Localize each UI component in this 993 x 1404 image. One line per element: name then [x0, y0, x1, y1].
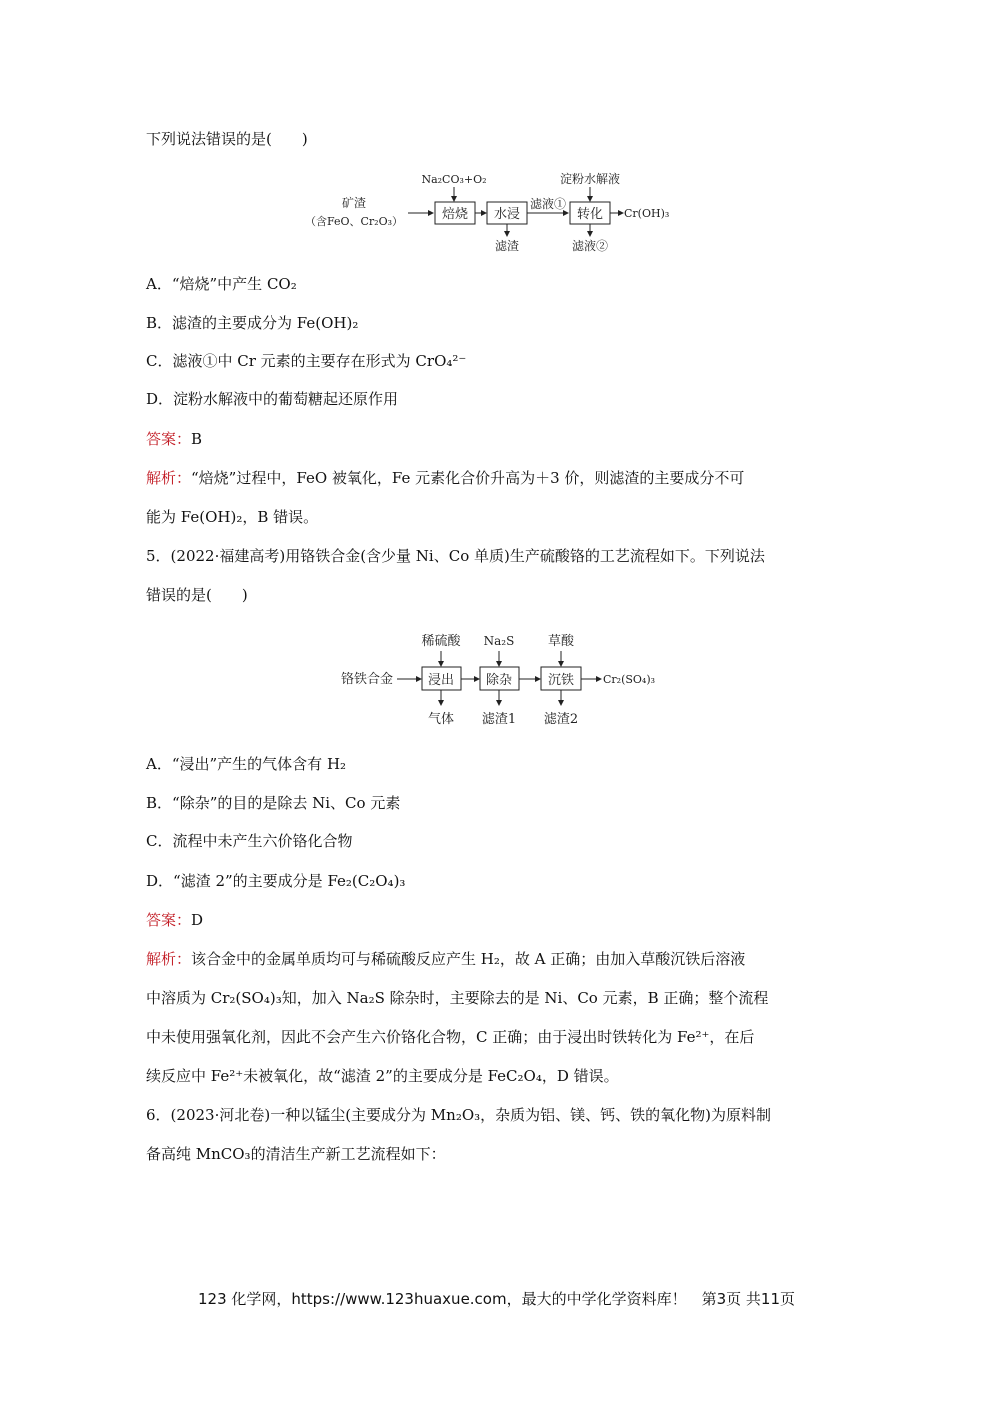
q4-reagent-3: 淀粉水解液 [559, 172, 621, 186]
q4-filtrate-1: 滤液① [529, 197, 567, 211]
q5-flow-diagram [335, 625, 675, 735]
q4-feed-label-1: 矿渣 [341, 196, 367, 210]
q5-stem-line1: 5．(2022·福建高考)用铬铁合金(含少量 Ni、Co 单质)生产硫酸铬的工艺流程如下。下列说法 [146, 547, 765, 565]
q5-reagent-1: 稀硫酸 [421, 634, 461, 649]
q4-filtrate-2: 滤液② [571, 239, 609, 253]
q6-stem-line1: 6．(2023·河北卷)一种以锰尘(主要成分为 Mn₂O₃，杂质为铝、镁、钙、铁的氧化物)为原料制 [146, 1106, 772, 1124]
q4-analysis-line1 [146, 467, 744, 489]
q5-analysis-label: 解析： [146, 950, 192, 968]
q5-out-2: 滤渣1 [481, 712, 517, 727]
q4-analysis-line2: 能为 Fe(OH)₂，B 错误。 [146, 508, 319, 526]
q4-option-a: A．“焙烧”中产生 CO₂ [146, 275, 297, 293]
q4-product: Cr(OH)₃ [624, 207, 670, 220]
q5-option-d: D．“滤渣 2”的主要成分是 Fe₂(C₂O₄)₃ [146, 872, 406, 890]
q5-box-leach-label: 浸出 [427, 673, 455, 688]
q4-residue: 滤渣 [494, 239, 520, 253]
q4-answer-value: B [191, 430, 203, 448]
q4-feed-label-2: （含FeO、Cr₂O₃） [304, 215, 404, 228]
q5-option-a: A．“浸出”产生的气体含有 H₂ [146, 755, 347, 773]
q6-stem-line2: 备高纯 MnCO₃的清洁生产新工艺流程如下： [146, 1145, 446, 1163]
q5-reagent-3: 草酸 [547, 634, 575, 649]
q4-option-b: B．滤渣的主要成分为 Fe(OH)₂ [146, 314, 359, 332]
q5-stem-line2: 错误的是( ) [146, 586, 248, 604]
q5-analysis-line2: 中溶质为 Cr₂(SO₄)₃知，加入 Na₂S 除杂时，主要除去的是 Ni、Co 元素，B 正确；整个流程 [146, 989, 769, 1007]
q4-answer [146, 428, 202, 450]
q5-option-c: C．流程中未产生六价铬化合物 [146, 832, 353, 850]
q4-stem: 下列说法错误的是( ) [146, 130, 308, 148]
q5-answer-label: 答案： [146, 911, 192, 929]
q4-reagent-1: Na₂CO₃+O₂ [421, 173, 487, 186]
q5-reagent-2: Na₂S [483, 634, 515, 648]
q4-analysis-text1: “焙烧”过程中，FeO 被氧化，Fe 元素化合价升高为＋3 价，则滤渣的主要成分不可 [191, 469, 745, 487]
page-footer: 123 化学网，https://www.123huaxue.com，最大的中学化学资料库！ 第3页 共11页 [197, 1290, 795, 1308]
q4-option-d: D．淀粉水解液中的葡萄糖起还原作用 [146, 390, 399, 408]
q5-analysis-line3: 中未使用强氧化剂，因此不会产生六价铬化合物，C 正确；由于浸出时铁转化为 Fe²⁺，在后 [146, 1028, 755, 1046]
q5-out-3: 滤渣2 [543, 712, 579, 727]
q5-box-iron-label: 沉铁 [547, 673, 575, 688]
q5-feed: 铬铁合金 [340, 672, 394, 687]
q4-flow-diagram [300, 165, 700, 257]
q5-answer [146, 909, 203, 931]
q4-box-convert-label: 转化 [576, 207, 604, 222]
q4-analysis-label: 解析： [146, 469, 192, 487]
q4-option-c: C．滤液①中 Cr 元素的主要存在形式为 CrO₄²⁻ [146, 352, 467, 370]
q4-box-leach-label: 水浸 [493, 207, 521, 222]
q5-box-purify-label: 除杂 [485, 673, 513, 688]
q5-option-b: B．“除杂”的目的是除去 Ni、Co 元素 [146, 794, 401, 812]
q5-analysis-line1 [146, 948, 745, 970]
q5-out-1: 气体 [427, 712, 455, 727]
q5-analysis-text1: 该合金中的金属单质均可与稀硫酸反应产生 H₂，故 A 正确；由加入草酸沉铁后溶液 [191, 950, 746, 968]
q4-answer-label: 答案： [146, 430, 192, 448]
q5-answer-value: D [191, 911, 204, 929]
q4-box-roast-label: 焙烧 [441, 207, 469, 222]
q5-analysis-line4: 续反应中 Fe²⁺未被氧化，故“滤渣 2”的主要成分是 FeC₂O₄，D 错误。 [146, 1067, 619, 1085]
q5-product: Cr₂(SO₄)₃ [603, 673, 656, 686]
